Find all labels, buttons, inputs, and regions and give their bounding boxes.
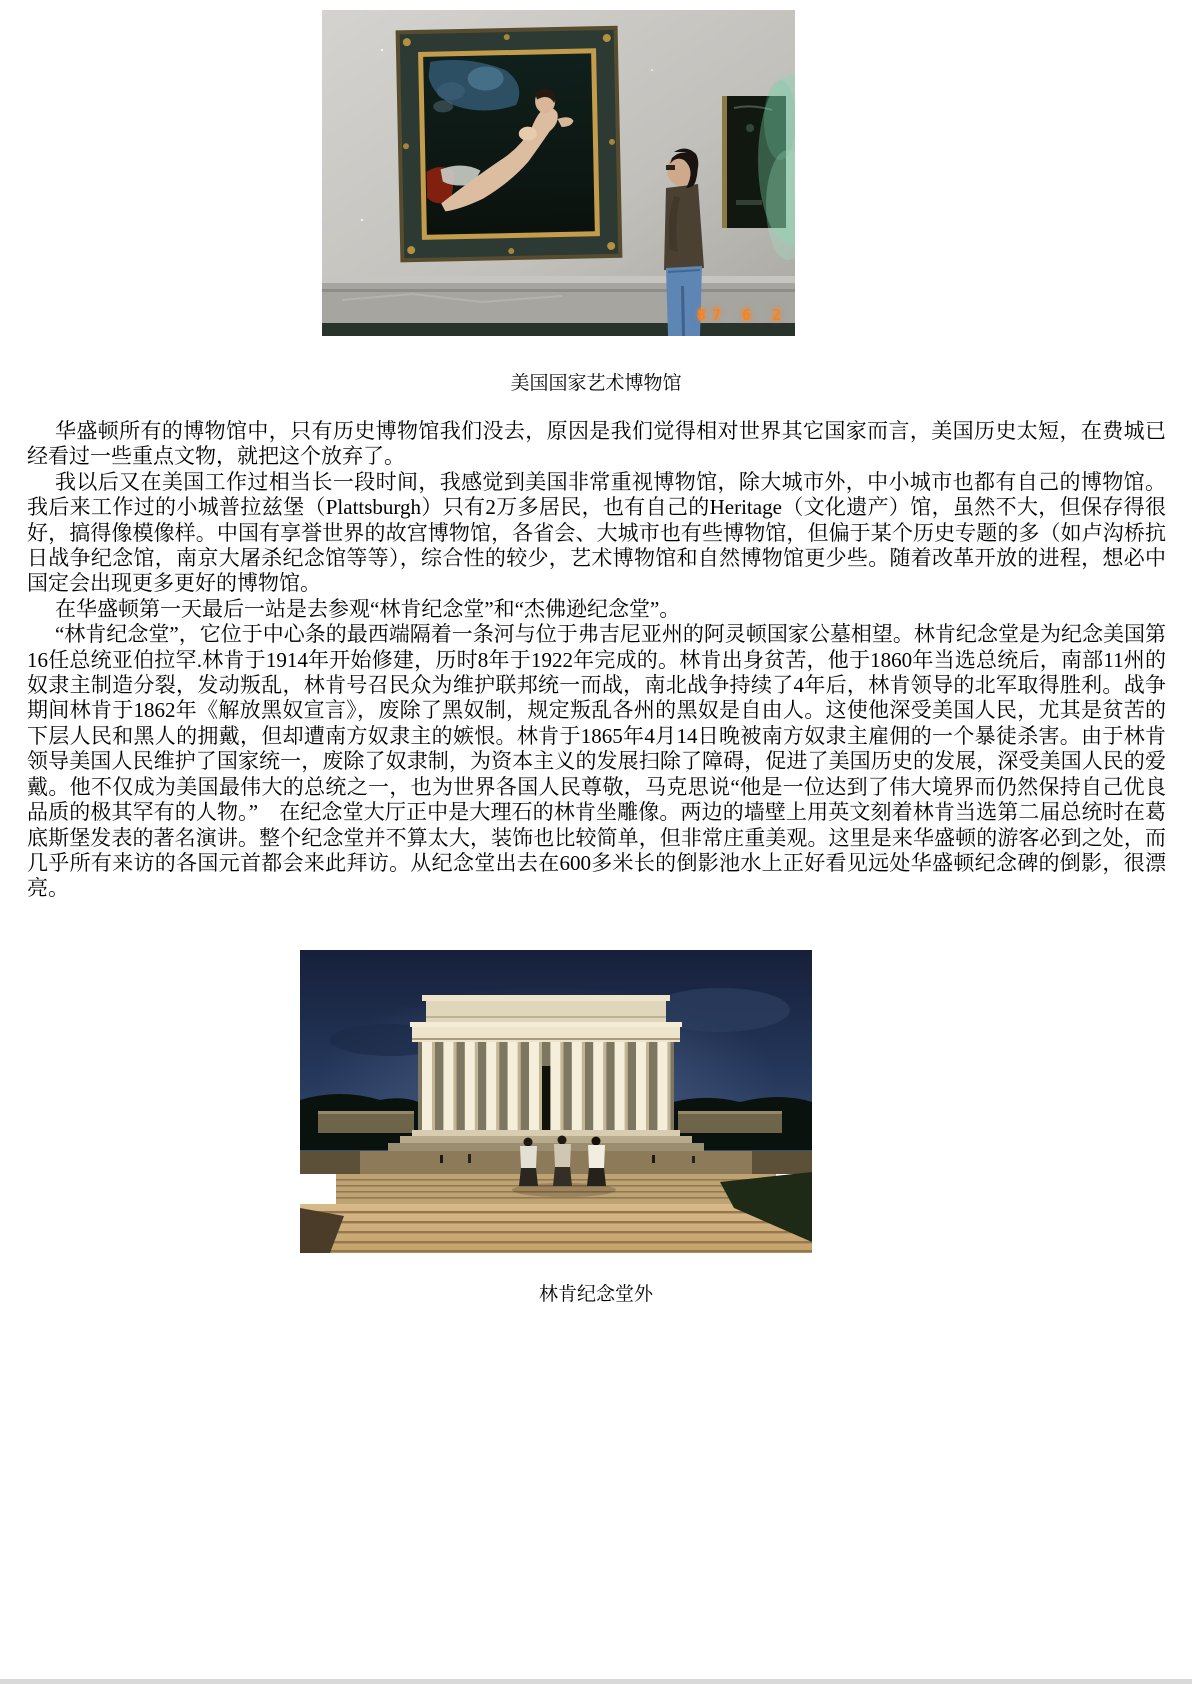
- article-text: [27, 419, 1166, 943]
- lincoln-photo-illustration: [300, 950, 812, 1253]
- museum-photo-caption: 美国国家艺术博物馆: [510, 373, 682, 394]
- page-bottom-edge: [0, 1679, 1192, 1684]
- paragraph: “林肯纪念堂”，它位于中心条的最西端隔着一条河与位于弗吉尼亚州的阿灵顿国家公墓相望。林肯纪念堂是为纪念美国第16任总统亚伯拉罕.林肯于1914年开始修建，历时8年于1922年完成的。林肯出身贫苦，他于1860年当选总统后，南部11州的奴隶主制造分裂，发动叛乱，林肯号召民众为维护联邦统一而战，南北战争持续了4年后，林肯领导的北军取得胜利。战争期间林肯于1862年《解放黑奴宣言》，废除了黑奴制，规定叛乱各州的黑奴是自由人。这使他深受美国人民，尤其是贫苦的下层人民和黑人的拥戴，但却遭南方奴隶主的嫉恨。林肯于1865年4月14日晚被南方奴隶主雇佣的一个暴徒杀害。由于林肯领导美国人民维护了国家统一，废除了奴隶制，为资本主义的发展扫除了障碍，促进了美国历史的发展，深受美国人民的爱戴。他不仅成为美国最伟大的总统之一，也为世界各国人民尊敬，马克思说“他是一位达到了伟大境界而仍然保持自己优良品质的极其罕有的人物。” 在纪念堂大厅正中是大理石的林肯坐雕像。两边的墙壁上用英文刻着林肯当选第二届总统时在葛底斯堡发表的著名演讲。整个纪念堂并不算太大，装饰也比较简单，但非常庄重美观。这里是来华盛顿的游客必到之处，而几乎所有来访的各国元首都会来此拜访。从纪念堂出去在600多米长的倒影池水上正好看见远处华盛顿纪念碑的倒影，很漂亮。: [27, 622, 1166, 901]
- paragraph: 在华盛顿第一天最后一站是去参观“林肯纪念堂”和“杰佛逊纪念堂”。: [55, 596, 681, 621]
- lincoln-memorial-photo: [300, 950, 812, 1253]
- photo-date-stamp: 87 6 2: [696, 306, 787, 324]
- lincoln-photo-caption: 林肯纪念堂外: [538, 1284, 653, 1305]
- paragraph: 我以后又在美国工作过相当长一段时间，我感觉到美国非常重视博物馆，除大城市外，中小城市也都有自己的博物馆。我后来工作过的小城普拉兹堡（Plattsburgh）只有2万多居民，也有自己的Heritage（文化遗产）馆，虽然不大，但保存得很好，搞得像模像样。中国有享誉世界的故宫博物馆，各省会、大城市也有些博物馆，但偏于某个历史专题的多（如卢沟桥抗日战争纪念馆，南京大屠杀纪念馆等等），综合性的较少，艺术博物馆和自然博物馆更少些。随着改革开放的进程，想必中国定会出现更多更好的博物馆。: [27, 469, 1166, 596]
- museum-photo: [322, 10, 795, 336]
- museum-photo-illustration: [322, 10, 795, 336]
- paragraph: 华盛顿所有的博物馆中，只有历史博物馆我们没去，原因是我们觉得相对世界其它国家而言，美国历史太短，在费城已经看过一些重点文物，就把这个放弃了。: [27, 419, 1166, 469]
